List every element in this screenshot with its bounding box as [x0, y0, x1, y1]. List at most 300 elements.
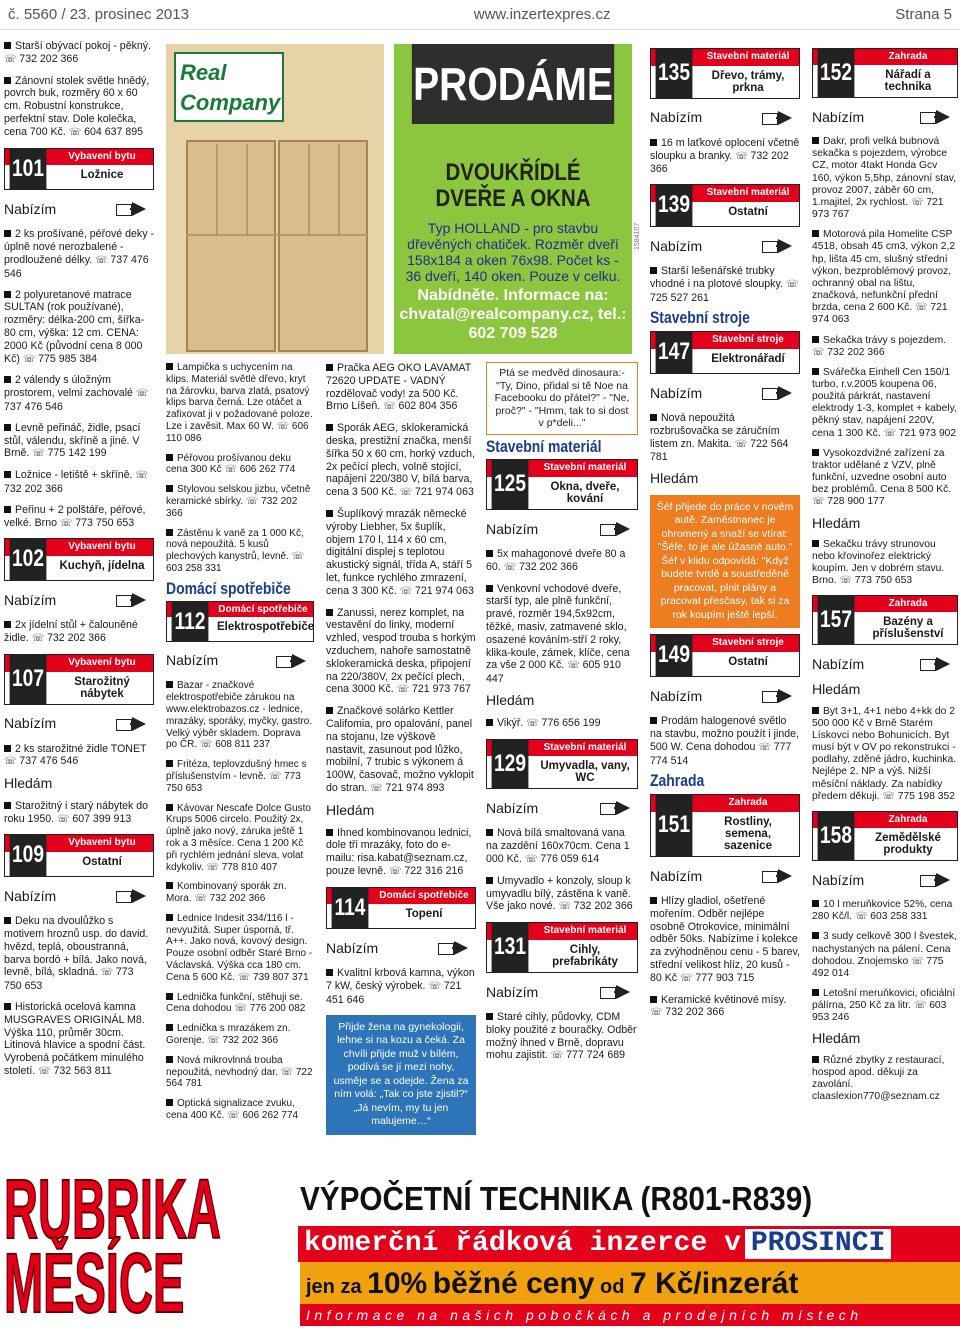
ad-phone[interactable]: 732 202 366	[4, 482, 63, 495]
ad-text: Sekačka trávy s pojezdem.	[823, 334, 947, 346]
ad-phone[interactable]: 721 974 893	[385, 781, 445, 794]
nabizim-label: Nabízím	[4, 715, 57, 732]
classified-ad	[812, 335, 958, 359]
category-box	[812, 811, 958, 861]
real-company-photo	[166, 44, 384, 354]
classified-ad	[326, 827, 476, 879]
classified-ad	[650, 715, 800, 767]
arrow-icon[interactable]	[920, 873, 958, 887]
bullet-square	[650, 897, 657, 904]
category-box	[486, 459, 638, 510]
classified-ad	[812, 448, 958, 509]
joke-box: Přijde žena na gynekologii, lehne si na kozu a čeká. Za chvíli přijde muž v bílém, podívá se jí mezi nohy, usměje se a odejde. Žena za ním volá: „Tak co jste zjistil?“ „Já nevím, my tu jen malujeme…“	[326, 1015, 476, 1135]
arrow-icon[interactable]	[116, 202, 154, 216]
classified-ad	[166, 484, 314, 519]
bullet-square	[812, 989, 819, 996]
category-group: Stavební materiál	[651, 185, 799, 202]
bullet-square	[326, 364, 333, 371]
arrow-icon[interactable]	[762, 386, 800, 400]
ad-phone[interactable]: 722 564 781	[650, 437, 789, 464]
bullet-square	[812, 368, 819, 375]
phone-icon: ☏	[911, 955, 927, 967]
arrow-icon[interactable]	[600, 801, 638, 815]
phone-icon: ☏	[524, 854, 541, 866]
ad-text: 2 ks prošívané, péřové deky - úplně nové nerozbalené - prodloužené délky.	[4, 228, 154, 266]
door-left	[186, 140, 276, 352]
classified-ad	[4, 469, 154, 496]
ad-phone[interactable]: 737 476 546	[19, 755, 79, 768]
bullet-square	[812, 900, 819, 907]
ad-phone[interactable]: 732 202 366	[650, 149, 789, 176]
phone-icon: ☏	[370, 782, 386, 794]
arrow-icon[interactable]	[762, 239, 800, 253]
ad-phone[interactable]: 721 451 646	[326, 980, 462, 1007]
bullet-square	[812, 137, 819, 144]
bullet-square	[4, 745, 11, 752]
ad-phone[interactable]: 603 258 331	[870, 911, 928, 923]
ad-phone[interactable]: 739 807 371	[253, 971, 309, 983]
bullet-square	[166, 1024, 173, 1031]
ad-text: Nová mikrovlnná trouba nepoužitá, nevhodný dar.	[166, 1054, 283, 1078]
ad-phone[interactable]: 721 973 767	[812, 196, 944, 221]
category-group: Zahrada	[813, 49, 957, 65]
classified-ad	[4, 504, 154, 531]
ad-phone[interactable]: 603 258 331	[166, 562, 222, 574]
ad-phone[interactable]: 732 202 366	[665, 1006, 725, 1019]
nabizim-label: Nabízím	[4, 887, 57, 904]
classified-ad	[166, 453, 314, 477]
ad-phone[interactable]: 775 142 199	[47, 447, 107, 460]
ad-phone[interactable]: 773 750 653	[4, 966, 134, 993]
classified-ad	[812, 899, 958, 923]
bullet-square	[486, 1013, 493, 1020]
bullet-square	[4, 621, 11, 628]
bullet-square	[166, 760, 173, 767]
classified-ad	[812, 988, 958, 1024]
category-number: 151	[656, 795, 693, 856]
phone-icon: ☏	[396, 684, 412, 696]
ad-text: Pračka AEG OKO LAVAMAT 72620 UPDATE - VADNÝ rozdělovač vody! za 500 Kč. Brno Líšeň.	[326, 362, 472, 413]
category-box	[650, 331, 800, 374]
ad-text: Vysokozdvižné zařízení za traktor udělané z VZV, plně funkční, uzvedne osobní auto bez problémů. Cena 8 500 Kč.	[812, 447, 952, 496]
category-group: Stavební materiál	[651, 49, 799, 66]
arrow-icon[interactable]	[116, 593, 154, 607]
prodame-contact[interactable]: Nabídněte. Informace na: chvatal@realcompany.cz, tel.: 602 709 528	[399, 287, 627, 342]
bullet-square	[650, 139, 657, 146]
bullet-square	[166, 993, 173, 1000]
classified-ad	[4, 743, 154, 770]
phone-icon: ☏	[291, 551, 305, 563]
ad-text: Zanussi, nerez komplet, na vestavění do linky, moderní vzhled, vespod trouba s horkým vzduchem, nahoře samostatně sklokeramická deska, připojení na 220/380V, 2x pečící plech, cena 3000 Kč.	[326, 606, 476, 696]
ad-phone[interactable]: 608 811 237	[215, 739, 271, 751]
category-group: Domácí spotřebiče	[167, 602, 313, 618]
ad-phone[interactable]: 732 563 811	[53, 1065, 112, 1078]
bullet-square	[486, 877, 493, 884]
nabizim-label: Nabízím	[486, 983, 539, 1000]
arrow-icon[interactable]	[600, 985, 638, 999]
nabizim-label: Nabízím	[326, 940, 379, 957]
classified-ad	[486, 548, 638, 575]
category-name: Bazény a příslušenství	[872, 616, 944, 641]
nabizim-label: Nabízím	[650, 109, 703, 126]
column-6	[812, 42, 958, 1111]
ad-text: Stylovou selskou jizbu, včetně keramické sbírky.	[166, 484, 311, 507]
phone-icon: ☏	[913, 1000, 930, 1012]
classified-ad	[812, 931, 958, 980]
category-name: Rostliny, semena, sazenice	[724, 816, 772, 853]
ad-phone[interactable]: 776 656 199	[541, 716, 601, 729]
ad-phone[interactable]: 737 476 546	[4, 253, 149, 280]
phone-icon: ☏	[650, 1007, 666, 1019]
banner-commercial	[298, 1226, 960, 1262]
percent: 10%	[367, 1267, 428, 1300]
nabizim-label: Nabízím	[4, 200, 57, 217]
category-group: Vybavení bytu	[5, 539, 153, 556]
kom-text: komerční řádková inzerce v	[304, 1228, 741, 1259]
nabizim-label: Nabízím	[650, 384, 703, 401]
bullet-square	[486, 829, 493, 836]
phone-icon: ☏	[399, 487, 415, 499]
bullet-square	[812, 707, 819, 714]
category-box	[486, 739, 638, 790]
category-number: 152	[818, 49, 855, 97]
phone-icon: ☏	[199, 739, 216, 751]
phone-icon: ☏	[206, 861, 222, 873]
classified-ad	[650, 994, 800, 1021]
classified-ad	[4, 915, 154, 993]
category-number: 147	[656, 332, 693, 373]
ad-text: Vikýř.	[497, 716, 524, 729]
bullet-square	[812, 230, 819, 237]
category-box	[650, 48, 800, 99]
nabizim-label: Nabízím	[166, 652, 219, 669]
category-number: 112	[172, 602, 209, 642]
issue-number: č. 5560 / 23. prosinec 2013	[8, 6, 189, 23]
ad-phone[interactable]: 604 637 895	[84, 125, 144, 138]
section-heading: Stavební materiál	[486, 436, 602, 456]
classified-ad	[326, 422, 476, 500]
ad-phone[interactable]: 722 316 216	[404, 864, 464, 877]
arrow-icon[interactable]	[920, 657, 958, 671]
ad-phone[interactable]: 606 110 086	[166, 420, 309, 444]
classified-ad	[4, 228, 154, 280]
ad-text: Ložnice - letiště + skříně.	[15, 469, 133, 482]
arrow-icon[interactable]	[116, 717, 154, 731]
category-name: Umyvadla, vany, WC	[540, 760, 630, 785]
ad-phone[interactable]: 776 059 614	[540, 853, 600, 866]
classified-ad	[166, 1098, 314, 1122]
arrow-icon[interactable]	[438, 941, 476, 955]
bullet-square	[166, 914, 173, 921]
category-name: Ostatní	[82, 856, 122, 869]
nabizim-row	[486, 983, 638, 1001]
ad-text: Venkovní vchodové dveře, starší typ, ale plně funkční, pravé, rozměr 194,5x92cm, těžké, masiv, zatmavené sklo, osazené kováním-stří 2 roky, klika-koule, zámek, klíče, cena za vše 2 000 Kč.	[486, 582, 630, 672]
category-box	[326, 887, 476, 930]
rubrika-word: RUBRIKA	[4, 1162, 221, 1256]
category-name: Okna, dveře, kování	[550, 481, 620, 506]
category-box	[812, 48, 958, 98]
bullet-square	[4, 42, 11, 49]
arrow-icon[interactable]	[762, 111, 800, 125]
category-name: Ložnice	[80, 169, 124, 182]
ad-text: Historická ocelová kamna MUSGRAVES ORIGINÁL M8. Výška 110, průměr 30cm. Litinová hlavice a spodní část. Vyrobená počátkem minulého století.	[4, 1001, 146, 1078]
ad-text: Byt 3+1, 4+1 nebo 4+kk do 2 500 000 Kč v Brně Starém Lískovci nebo Bohunicích. Byt musí být v OV po rekonstrukci - podlahy, zděné jádro, kuchinka. Nejlépe 2. NP a výš. Nižší měsíční náklady. Za nabídky předem děkuji.	[812, 705, 957, 802]
ad-text: Zástěnu k vaně za 1 000 Kč, nová nepoužitá. 5 kusů plechových kanystrů, levně.	[166, 527, 304, 563]
classified-ad	[166, 528, 314, 575]
phone-icon: ☏	[4, 756, 20, 768]
arrow-icon[interactable]	[276, 654, 314, 668]
ad-phone[interactable]: 777 724 689	[566, 1049, 625, 1062]
nabizim-label: Nabízím	[486, 520, 539, 537]
category-name: Cihly, prefabrikáty	[552, 944, 618, 969]
ad-phone[interactable]: 773 750 653	[166, 770, 301, 794]
website[interactable]: www.inzertexpres.cz	[473, 6, 611, 23]
classified-ad	[486, 717, 638, 731]
classified-ad	[812, 1055, 958, 1104]
classified-ad	[4, 289, 154, 367]
ad-phone[interactable]: 732 202 366	[19, 52, 79, 65]
category-number: 135	[656, 49, 693, 98]
ad-text: 5x mahagonové dveře 80 a 60.	[486, 548, 626, 573]
nabizim-label: Nabízím	[4, 591, 57, 608]
ad-text: 2 válendy s úložným prostorem, velmi zachovalé	[4, 374, 133, 400]
phone-icon: ☏	[32, 448, 48, 460]
column-5	[650, 42, 800, 1028]
phone-icon: ☏	[59, 517, 76, 529]
classified-ad	[326, 705, 476, 796]
bullet-square	[4, 376, 11, 383]
ad-text: Kávovar Nescafe Dolce Gusto Krups 5006 circelo. Použitý 2x, úplně jako nový, záruka ještě 1 rok a 3 měsíce. Cena 1 200 Kč při rychlém jednání sleva, volat kdykoliv.	[166, 802, 311, 873]
ad-phone[interactable]: 605 910 447	[486, 659, 621, 686]
category-box	[486, 922, 638, 973]
ad-phone[interactable]: 778 810 407	[221, 861, 278, 873]
classified-ad	[650, 895, 800, 986]
category-group: Vybavení bytu	[5, 149, 153, 166]
ad-text: Péřovou prošívanou deku cena 300 Kč	[166, 452, 291, 476]
classified-ad	[486, 1011, 638, 1063]
column-3	[326, 362, 476, 1135]
ad-text: Zánovní stolek světle hnědý, povrch buk, rozměry 60 x 60 cm. Robustní konstrukce, perfektní stav. Dole kolečka, cena 700 Kč.	[4, 74, 150, 138]
ad-phone[interactable]: 721 973 902	[898, 427, 957, 439]
phone-icon: ☏	[526, 717, 542, 729]
ad-phone[interactable]: 775 198 352	[897, 790, 955, 802]
arrow-icon[interactable]	[920, 110, 958, 124]
nabizim-row	[326, 939, 476, 957]
nabizim-row	[4, 715, 154, 733]
bullet-square	[326, 969, 333, 976]
bullet-square	[4, 424, 11, 431]
category-box	[166, 601, 314, 643]
phone-icon: ☏	[57, 813, 73, 825]
bullet-square	[812, 932, 819, 939]
banner-price	[300, 1262, 960, 1306]
banner-title: VÝPOČETNÍ TECHNIKA (R801-R839)	[300, 1180, 813, 1217]
category-number: 158	[818, 812, 855, 860]
nabizim-label: Nabízím	[812, 656, 865, 673]
classified-ad	[166, 680, 314, 751]
ad-text: Hlízy gladiol, ošetřené mořením. Odběr nejlépe osobně Otrokovice, minimální odběr 50ks. Nabízíme i kolekce za zvýhodněnou cenu - 5 barev, střední velikost hlíz, 20 kusů - 80 Kč	[650, 895, 800, 984]
category-group: Zahrada	[651, 795, 799, 812]
category-name: Elektrospotřebiče	[217, 621, 314, 634]
ad-phone[interactable]: 732 202 366	[46, 631, 106, 644]
category-number: 139	[656, 185, 693, 226]
category-number: 101	[10, 149, 47, 190]
category-group: Stavební stroje	[651, 635, 799, 652]
phone-icon: ☏	[911, 196, 927, 208]
classified-ad	[166, 759, 314, 794]
nabizim-row	[812, 655, 958, 673]
banner-info: Informace na našich pobočkách a prodejních místech	[300, 1304, 960, 1326]
page-number: Strana 5	[895, 6, 952, 23]
ad-phone[interactable]: 777 774 514	[650, 740, 792, 767]
ad-phone[interactable]: 732 202 366	[166, 495, 298, 519]
ad-phone[interactable]: 773 750 653	[854, 575, 913, 587]
ad-phone[interactable]: 776 200 082	[249, 1003, 306, 1015]
classified-ad	[650, 265, 800, 304]
classified-ad	[166, 1055, 314, 1090]
ad-phone[interactable]: 721 974 063	[414, 584, 474, 597]
category-box	[650, 634, 800, 677]
category-number: 102	[10, 539, 47, 580]
arrow-icon[interactable]	[762, 869, 800, 883]
phone-icon: ☏	[567, 660, 583, 672]
category-name: Ostatní	[728, 656, 768, 669]
bullet-square	[650, 267, 657, 274]
classified-ad	[4, 40, 154, 67]
ad-phone[interactable]: 775 985 384	[38, 352, 98, 365]
ad-phone[interactable]: 606 262 774	[242, 1110, 299, 1122]
ad-text: Optická signalizace zvuku, cena 400 Kč.	[166, 1098, 295, 1122]
ad-phone[interactable]: 603 953 246	[812, 1000, 947, 1024]
ad-text: Lednička funkční, stěhuji se. Cena dohodou	[166, 991, 303, 1015]
phone-icon: ☏	[812, 496, 828, 508]
ad-phone[interactable]: 721 974 063	[414, 486, 474, 499]
phone-icon: ☏	[839, 575, 855, 587]
ad-phone[interactable]: 732 202 366	[518, 560, 578, 573]
phone-icon: ☏	[680, 972, 696, 984]
category-number: 114	[332, 888, 369, 929]
bullet-square	[326, 424, 333, 431]
ad-phone[interactable]: 732 202 366	[222, 1035, 279, 1047]
ad-phone[interactable]: 732 202 366	[827, 346, 885, 358]
phone-icon: ☏	[95, 254, 111, 266]
ad-text: Sporák AEG, sklokeramická deska, prestižní značka, menší šířka 50 x 60 cm, horký vzduch, 2x pečící plech, volně stojící, napájení 220/380 V, bílá barva, cena 3 500 Kč.	[326, 422, 475, 499]
classified-ad	[326, 508, 476, 599]
classified-ad	[486, 827, 638, 866]
bullet-square	[650, 717, 657, 724]
nabizim-row	[650, 109, 800, 127]
ad-text: Levně peřináč, židle, psací stůl, válendu, skříně a jiné. V Brně.	[4, 421, 141, 460]
arrow-icon[interactable]	[762, 689, 800, 703]
arrow-icon[interactable]	[600, 522, 638, 536]
ad-phone[interactable]: 773 750 653	[75, 516, 135, 529]
rubrika-mesice	[0, 1160, 280, 1328]
arrow-icon[interactable]	[116, 889, 154, 903]
bullet-square	[166, 681, 173, 688]
category-box	[4, 538, 154, 581]
prodame-ad	[394, 44, 632, 354]
section-heading: Zahrada	[650, 771, 705, 791]
category-number: 157	[818, 596, 855, 644]
category-name: Zemědělské produkty	[875, 832, 941, 857]
hledam-label: Hledám	[486, 692, 535, 709]
ad-phone[interactable]: 737 476 546	[4, 400, 63, 413]
prodame-details: Typ HOLLAND - pro stavbu dřevěných chatiček. Rozměr dveří 158x184 a oken 76x98. Počet ks - 36 dveří, 140 oken. Pouze v celku.	[405, 220, 621, 284]
phone-icon: ☏	[734, 438, 751, 450]
ad-phone[interactable]: 722 564 781	[166, 1066, 313, 1090]
category-box	[650, 794, 800, 857]
prosinci-text: PROSINCI	[745, 1229, 891, 1259]
mesice-word: MĚSÍCE	[4, 1236, 185, 1328]
ad-phone[interactable]: 732 202 366	[209, 893, 266, 905]
ad-text: Nová bílá smaltovaná vana na zazdění 160x70cm. Cena 1 000 Kč.	[486, 827, 630, 866]
phone-icon: ☏	[785, 278, 799, 290]
bullet-square	[650, 414, 657, 421]
bullet-square	[166, 1099, 173, 1106]
ad-text: 16 m laťkové oplocení včetně sloupku a branky.	[650, 136, 800, 162]
ad-text: 10 l meruňkovice 52%, cena 280 Kč/l.	[812, 899, 953, 923]
bullet-square	[4, 471, 11, 478]
bullet-square	[326, 829, 333, 836]
jen-za: jen za	[306, 1276, 362, 1298]
ad-phone[interactable]: 775 492 014	[812, 955, 944, 979]
phone-icon: ☏	[276, 420, 292, 432]
hledam-label: Hledám	[812, 1030, 861, 1047]
category-name: Topení	[405, 908, 443, 921]
ad-phone[interactable]: 728 900 177	[827, 496, 885, 508]
ad-phone[interactable]: 777 903 715	[695, 971, 755, 984]
bullet-square	[326, 707, 333, 714]
phone-icon: ☏	[758, 741, 774, 753]
phone-icon: ☏	[68, 126, 85, 138]
ad-text: Starší obývací pokoj - pěkný.	[15, 40, 152, 52]
bullet-square	[4, 506, 11, 513]
classified-ad	[812, 706, 958, 803]
door-right	[278, 140, 368, 352]
phone-icon: ☏	[854, 911, 871, 923]
phone-icon: ☏	[22, 353, 39, 365]
phone-icon: ☏	[224, 464, 240, 476]
joke-box: Šéf přijede do práce v novém autě. Zaměstnanec je ohromený a snaží se vtírat: "Šéfe, to je ale úžasné auto." Šéf v klidu odpovídá: "Když budete tvrdě a soustředěně pracovat, plnit plány a pracovat přesčasy, tak si za rok koupím ještě lepší.	[650, 495, 800, 629]
bullet-square	[812, 540, 819, 547]
nabizim-row	[650, 384, 800, 402]
ad-phone[interactable]: 602 804 356	[398, 400, 458, 413]
joke-box: Ptá se medvěd dinosaura:- "Ty, Dino, přidal si tě Noe na Facebooku do přátel?" - "Ne, proč?" - "Hmm, tak to si dost v p*deli..."	[486, 362, 638, 435]
category-group: Stavební materiál	[487, 740, 637, 757]
od: od	[600, 1276, 625, 1298]
nabizim-row	[650, 237, 800, 255]
ad-text: Deku na dvoulůžko s motivem hroznů usp. do david. hvězd, teplá, oboustranná, barva bordó + bílá. Jako nová, levně, bílá, skladná.	[4, 915, 149, 979]
ad-text: Staré cihly, půdovky, CDM bloky použité z bouračky. Odběr možný ihned v Brně, dopravu mohu zajistit.	[486, 1011, 637, 1062]
ad-phone[interactable]: 725 527 261	[650, 291, 709, 304]
ad-phone[interactable]: 607 399 913	[72, 812, 132, 825]
nabizim-label: Nabízím	[812, 871, 865, 888]
classified-ad	[812, 229, 958, 326]
ad-text: 2x jídelní stůl + čalouněné židle.	[4, 619, 138, 644]
phone-icon: ☏	[550, 1050, 567, 1062]
phone-icon: ☏	[915, 302, 931, 314]
ad-phone[interactable]: 721 973 767	[411, 683, 471, 696]
hledam-label: Hledám	[812, 681, 861, 698]
ad-phone[interactable]: 606 262 774	[239, 464, 296, 476]
hledam-label: Hledám	[650, 470, 699, 487]
bullet-square	[166, 485, 173, 492]
ad-phone[interactable]: 721 974 063	[812, 302, 948, 326]
ad-phone[interactable]: 732 202 366	[573, 900, 633, 913]
classified-ad	[326, 362, 476, 414]
page-header	[0, 0, 960, 30]
bullet-square	[812, 336, 819, 343]
